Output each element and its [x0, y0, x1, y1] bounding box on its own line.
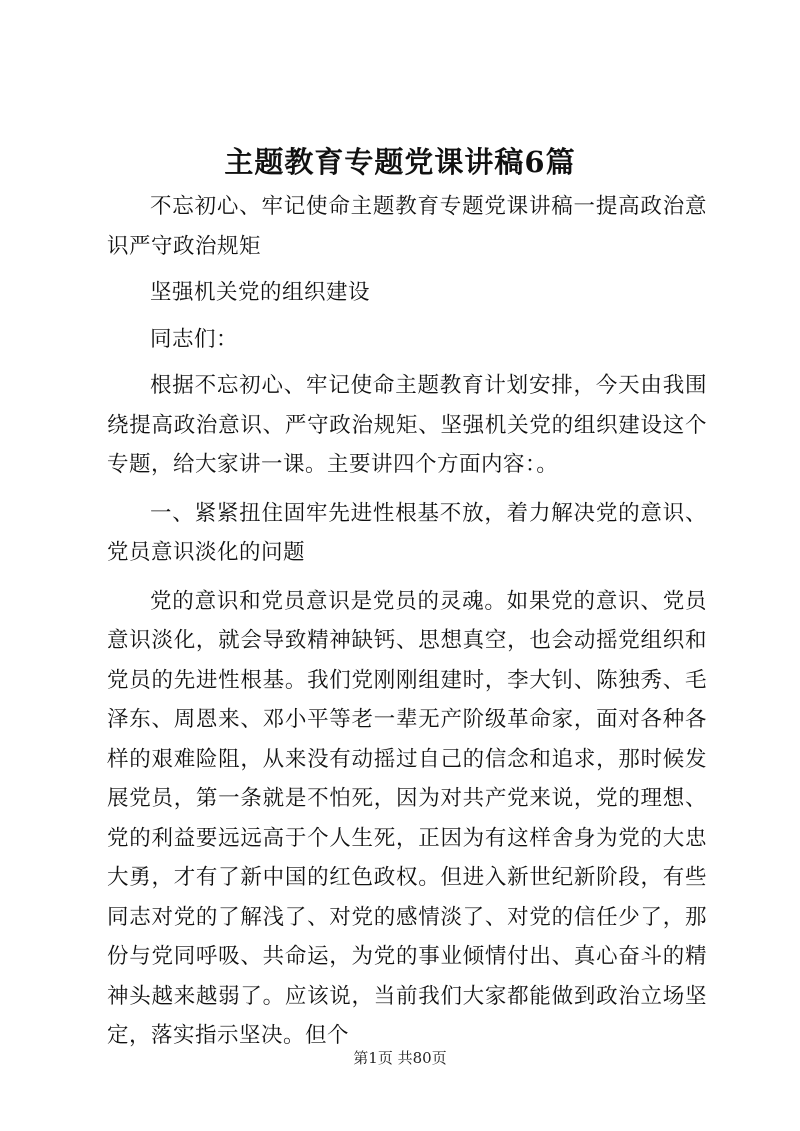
- paragraph-section-heading: 一、紧紧扭住固牢先进性根基不放，着力解决党的意识、党员意识淡化的问题: [107, 500, 707, 565]
- page-footer: 第1页 共80页: [353, 1049, 447, 1067]
- paragraph-subtitle: 不忘初心、牢记使命主题教育专题党课讲稿一提高政治意识严守政治规矩: [107, 194, 707, 259]
- paragraph-subtitle-continued: 坚强机关党的组织建设: [150, 280, 371, 305]
- document-body: [107, 187, 707, 1065]
- paragraph-body: 党的意识和党员意识是党员的灵魂。如果党的意识、党员意识淡化，就会导致精神缺钙、思想真空，也会动摇党组织和党员的先进性根基。我们党刚刚组建时，李大钊、陈独秀、毛泽东、周恩来、邓小平等老一辈无产阶级革命家，面对各种各样的艰难险阻，从来没有动摇过自己的信念和追求，那时候发展党员，第一条就是不怕死，因为对共产党来说，党的理想、党的利益要远远高于个人生死，正因为有这样舍身为党的大忠大勇，才有了新中国的红色政权。但进入新世纪新阶段，有些同志对党的了解浅了、对党的感情淡了、对党的信任少了，那份与党同呼吸、共命运，为党的事业倾情付出、真心奋斗的精神头越来越弱了。应该说，当前我们大家都能做到政治立场坚定，落实指示坚决。但个: [107, 588, 707, 1048]
- document-title: 主题教育专题党课讲稿6篇: [224, 145, 576, 179]
- paragraph-salutation: 同志们：: [150, 326, 239, 352]
- paragraph-intro: 根据不忘初心、牢记使命主题教育计划安排，今天由我围绕提高政治意识、严守政治规矩、坚强机关党的组织建设这个专题，给大家讲一课。主要讲四个方面内容：。: [107, 373, 707, 477]
